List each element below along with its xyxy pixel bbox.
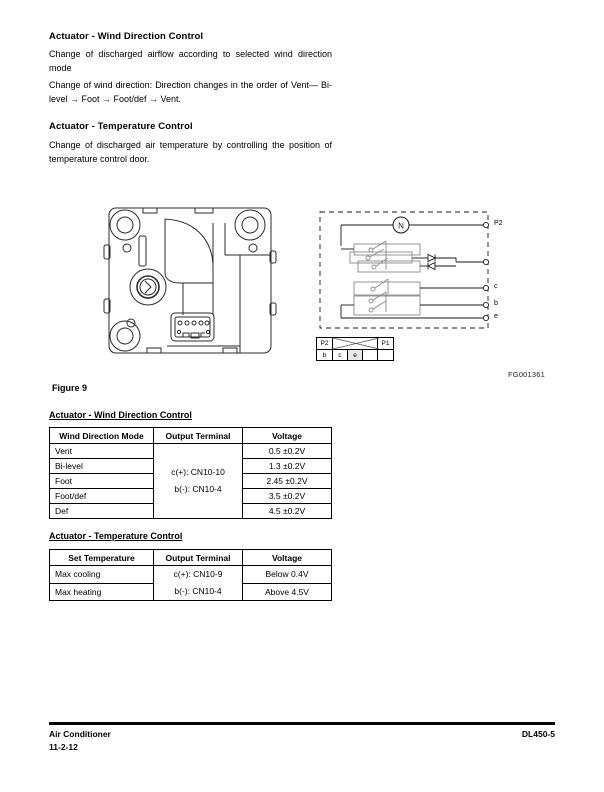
section-paragraph-temperature-1: Change of discharged air temperature by controlling the position of temperature control door. [49,140,332,164]
pin-cell-empty-1 [363,350,378,361]
table-title-wind-direction: Actuator - Wind Direction Control [49,410,192,420]
table-title-temperature: Actuator - Temperature Control [49,531,183,541]
terminal-line-1: c(+): CN10-9 [173,569,223,579]
cell-voltage: 4.5 ±0.2V [243,504,332,519]
schematic-terminal-e: e [494,313,498,320]
actuator-mechanical-drawing [95,203,295,358]
terminal-line-2: b(-): CN10-4 [174,586,222,596]
pin-cell-e: e [348,350,363,361]
cell-output-terminal-merged [154,444,243,519]
cell-mode: Vent [50,444,154,459]
cell-mode: Bi-level [50,459,154,474]
wind-direction-spec-table [49,427,332,519]
schematic-terminal-b: b [494,300,498,307]
cell-set-temperature: Max heating [50,583,154,601]
schematic-terminal-p2: P2 [494,220,503,227]
footer-divider [49,722,555,725]
table-row [50,566,332,584]
cell-voltage: 3.5 ±0.2V [243,489,332,504]
section-heading-wind-direction: Actuator - Wind Direction Control [49,31,204,42]
header-voltage: Voltage [243,550,332,566]
header-set-temperature: Set Temperature [50,550,154,566]
section-paragraph-wind-1: Change of discharged airflow according to selected wind direction mode [49,49,332,73]
cell-voltage: Below 0.4V [243,566,332,584]
terminal-line-2: b(-): CN10-4 [174,484,222,494]
pin-cell-p1: P1 [378,338,394,350]
pin-cell-p2: P2 [317,338,333,350]
pin-cell-empty-2 [378,350,394,361]
cell-voltage: 2.45 ±0.2V [243,474,332,489]
header-output-terminal: Output Terminal [154,550,243,566]
pin-table-row-top [317,338,394,350]
figure-caption: Figure 9 [52,383,88,393]
figure-code: FG001361 [508,370,546,379]
header-wind-direction-mode: Wind Direction Mode [50,428,154,444]
connector-pin-table [316,337,394,361]
footer-doc-code: DL450-5 [521,729,555,739]
cell-mode: Foot/def [50,489,154,504]
table-row [50,444,332,459]
header-output-terminal: Output Terminal [154,428,243,444]
pin-cell-c: c [333,350,348,361]
header-voltage: Voltage [243,428,332,444]
cell-mode: Foot [50,474,154,489]
footer-title: Air Conditioner [49,729,111,739]
pin-cell-crossed [333,338,378,350]
schematic-terminal-c: c [494,283,498,290]
cell-set-temperature: Max cooling [50,566,154,584]
pin-cell-b: b [317,350,333,361]
table-header-row [50,550,332,566]
table-header-row [50,428,332,444]
temperature-spec-table [49,549,332,601]
actuator-wiring-schematic [316,208,516,333]
terminal-line-1: c(+): CN10-10 [171,467,225,477]
cell-mode: Def [50,504,154,519]
section-heading-temperature: Actuator - Temperature Control [49,121,193,132]
cell-voltage: Above 4.5V [243,583,332,601]
cell-output-terminal-merged [154,566,243,601]
pin-table-row-bottom [317,350,394,361]
footer-page-number: 11-2-12 [49,742,78,752]
section-paragraph-wind-2: Change of wind direction: Direction changes in the order of Vent— Bi-level → Foot → Foot/def → Vent. [49,80,332,104]
svg-text:N: N [398,221,404,231]
cell-voltage: 1.3 ±0.2V [243,459,332,474]
cell-voltage: 0.5 ±0.2V [243,444,332,459]
